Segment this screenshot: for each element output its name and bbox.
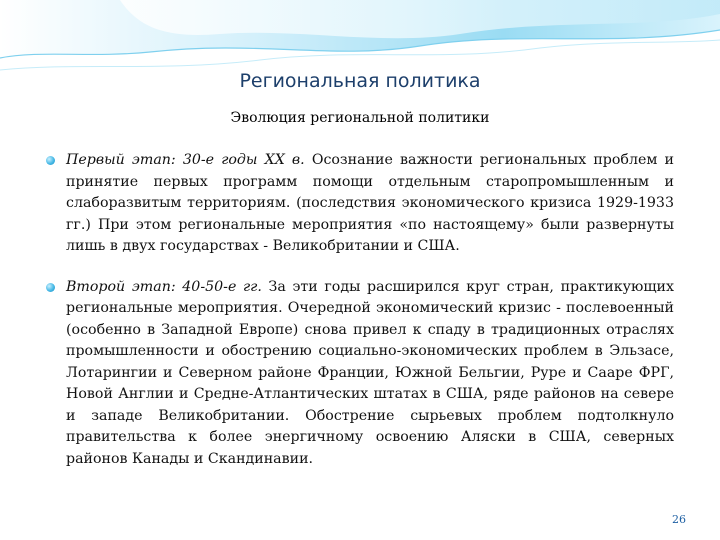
bullet-list bbox=[46, 150, 674, 470]
bullet-lead: Первый этап: 30-е годы XX в. bbox=[66, 152, 305, 168]
bullet-item-second-stage bbox=[46, 277, 674, 471]
bullet-text: Осознание важности региональных проблем и принятие первых программ помощи отдельным старопромышленным и слаборазвитым территориям. (последствия экономического кризиса 1929-1933 гг.) При этом региональные мероприятия «по настоящему» были развернуты лишь в двух государствах - Великобритании и США. bbox=[66, 152, 674, 254]
bullet-item-first-stage bbox=[46, 150, 674, 258]
bullet-dot-icon bbox=[46, 156, 55, 165]
bullet-dot-icon bbox=[46, 283, 55, 292]
header-wave-decoration bbox=[0, 0, 720, 110]
bullet-lead: Второй этап: 40-50-е гг. bbox=[66, 278, 262, 295]
bullet-text: За эти годы расширился круг стран, практикующих региональные мероприятия. Очередной экономический кризис - послевоенный (особенно в Западной Европе) снова привел к спаду в традиционных отраслях промышленности и обострению социально-экономических проблем в Эльзасе, Лотарингии и Северном районе Франции, Южной Бельгии, Руре и Сааре ФРГ, Новой Англии и Средне-Атлантических штатах в США, ряде районов на севере и западе Великобритании. Обострение сырьевых проблем подтолкнуло правительства к более энергичному освоению Аляски в США, северных районов Канады и Скандинавии. bbox=[66, 278, 674, 467]
slide-subtitle: Эволюция региональной политики bbox=[230, 110, 490, 126]
page-number: 26 bbox=[672, 513, 686, 526]
slide-title: Региональная политика bbox=[239, 70, 481, 92]
